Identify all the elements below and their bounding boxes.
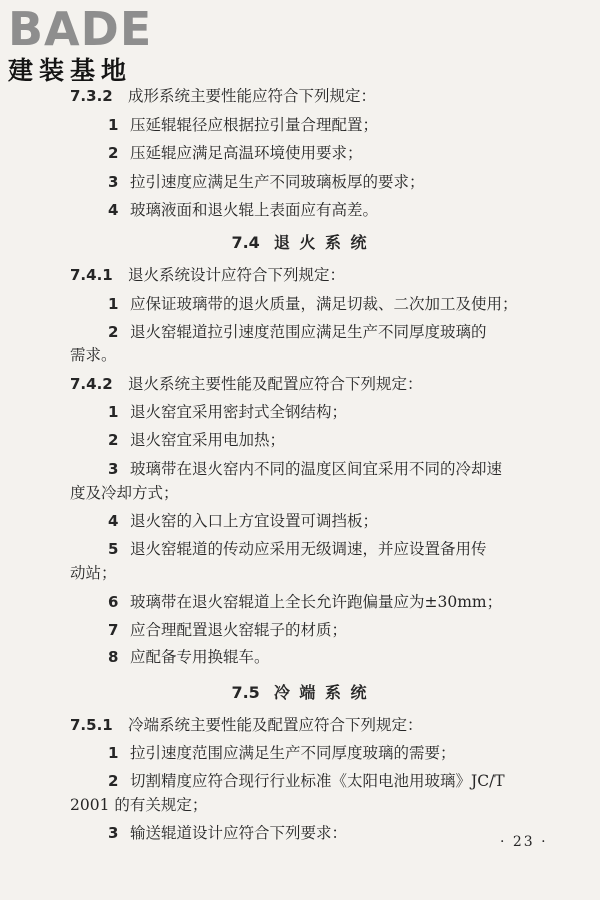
item-text: 拉引速度应满足生产不同玻璃板厚的要求； — [130, 173, 425, 191]
item-text: 退火窑的入口上方宜设置可调挡板； — [130, 512, 379, 530]
list-item — [108, 511, 600, 531]
list-item-continuation: 需求。 — [70, 346, 117, 364]
item-text: 应配备专用换辊车。 — [130, 648, 270, 666]
clause-title: 成形系统主要性能应符合下列规定： — [128, 87, 377, 105]
list-item — [108, 743, 600, 763]
section-title: 退 火 系 统 — [273, 233, 369, 252]
section-title: 冷 端 系 统 — [273, 683, 369, 702]
item-number: 6 — [108, 593, 119, 611]
list-item — [108, 294, 600, 314]
clause-7-4-1 — [70, 265, 570, 285]
list-item-continuation: 动站； — [70, 564, 117, 582]
item-number: 3 — [108, 824, 119, 842]
page-number: · 23 · — [500, 834, 548, 850]
list-item — [108, 200, 600, 220]
item-text: 压延辊辊径应根据拉引量合理配置； — [130, 116, 379, 134]
item-number: 2 — [108, 323, 119, 341]
item-text: 压延辊应满足高温环境使用要求； — [130, 144, 363, 162]
item-text: 拉引速度范围应满足生产不同厚度玻璃的需要； — [130, 744, 456, 762]
list-item — [108, 771, 600, 791]
bade-logo — [8, 4, 180, 86]
item-number: 3 — [108, 460, 119, 478]
item-number: 1 — [108, 744, 119, 762]
list-item — [108, 430, 600, 450]
clause-title: 退火系统主要性能及配置应符合下列规定： — [128, 375, 423, 393]
item-text: 应合理配置退火窑辊子的材质； — [130, 621, 348, 639]
item-number: 2 — [108, 144, 119, 162]
item-text: 输送辊道设计应符合下列要求： — [130, 824, 348, 842]
item-number: 5 — [108, 540, 119, 558]
section-heading-7-5 — [0, 683, 600, 703]
list-item — [108, 402, 600, 422]
item-number: 1 — [108, 403, 119, 421]
item-number: 3 — [108, 173, 119, 191]
logo-wordmark: BADE — [8, 2, 153, 56]
section-heading-7-4 — [0, 233, 600, 253]
section-number: 7.4 — [231, 233, 260, 252]
list-item — [108, 322, 600, 342]
item-number: 4 — [108, 201, 119, 219]
item-text: 切割精度应符合现行行业标准《太阳电池用玻璃》JC/T — [130, 772, 505, 790]
item-number: 1 — [108, 116, 119, 134]
item-number: 4 — [108, 512, 119, 530]
list-item — [108, 592, 600, 612]
logo-subtitle: 建装基地 — [8, 56, 133, 85]
item-number: 7 — [108, 621, 119, 639]
item-number: 1 — [108, 295, 119, 313]
item-text: 应保证玻璃带的退火质量，满足切裁、二次加工及使用； — [130, 295, 518, 313]
clause-title: 冷端系统主要性能及配置应符合下列规定： — [128, 716, 423, 734]
item-text: 退火窑宜采用密封式全钢结构； — [130, 403, 348, 421]
item-text: 退火窑辊道拉引速度范围应满足生产不同厚度玻璃的 — [130, 323, 487, 341]
item-text: 退火窑宜采用电加热； — [130, 431, 286, 449]
list-item — [108, 115, 600, 135]
list-item — [108, 143, 600, 163]
clause-number: 7.4.1 — [70, 266, 113, 284]
list-item — [108, 647, 600, 667]
item-number: 2 — [108, 431, 119, 449]
item-number: 8 — [108, 648, 119, 666]
clause-7-3-2 — [70, 86, 570, 106]
item-text: 玻璃液面和退火辊上表面应有高差。 — [130, 201, 379, 219]
clause-7-5-1 — [70, 715, 570, 735]
item-number: 2 — [108, 772, 119, 790]
list-item — [108, 539, 600, 559]
list-item — [108, 459, 600, 479]
clause-title: 退火系统设计应符合下列规定： — [128, 266, 346, 284]
clause-7-4-2 — [70, 374, 570, 394]
item-text: 玻璃带在退火窑辊道上全长允许跑偏量应为±30mm； — [130, 593, 503, 611]
clause-number: 7.3.2 — [70, 87, 113, 105]
clause-number: 7.5.1 — [70, 716, 113, 734]
clause-number: 7.4.2 — [70, 375, 113, 393]
item-text: 玻璃带在退火窑内不同的温度区间宜采用不同的冷却速 — [130, 460, 503, 478]
item-text: 退火窑辊道的传动应采用无级调速，并应设置备用传 — [130, 540, 487, 558]
list-item — [108, 620, 600, 640]
list-item-continuation: 度及冷却方式； — [70, 484, 179, 502]
list-item — [108, 172, 600, 192]
section-number: 7.5 — [231, 683, 260, 702]
list-item-continuation: 2001 的有关规定； — [70, 796, 208, 814]
